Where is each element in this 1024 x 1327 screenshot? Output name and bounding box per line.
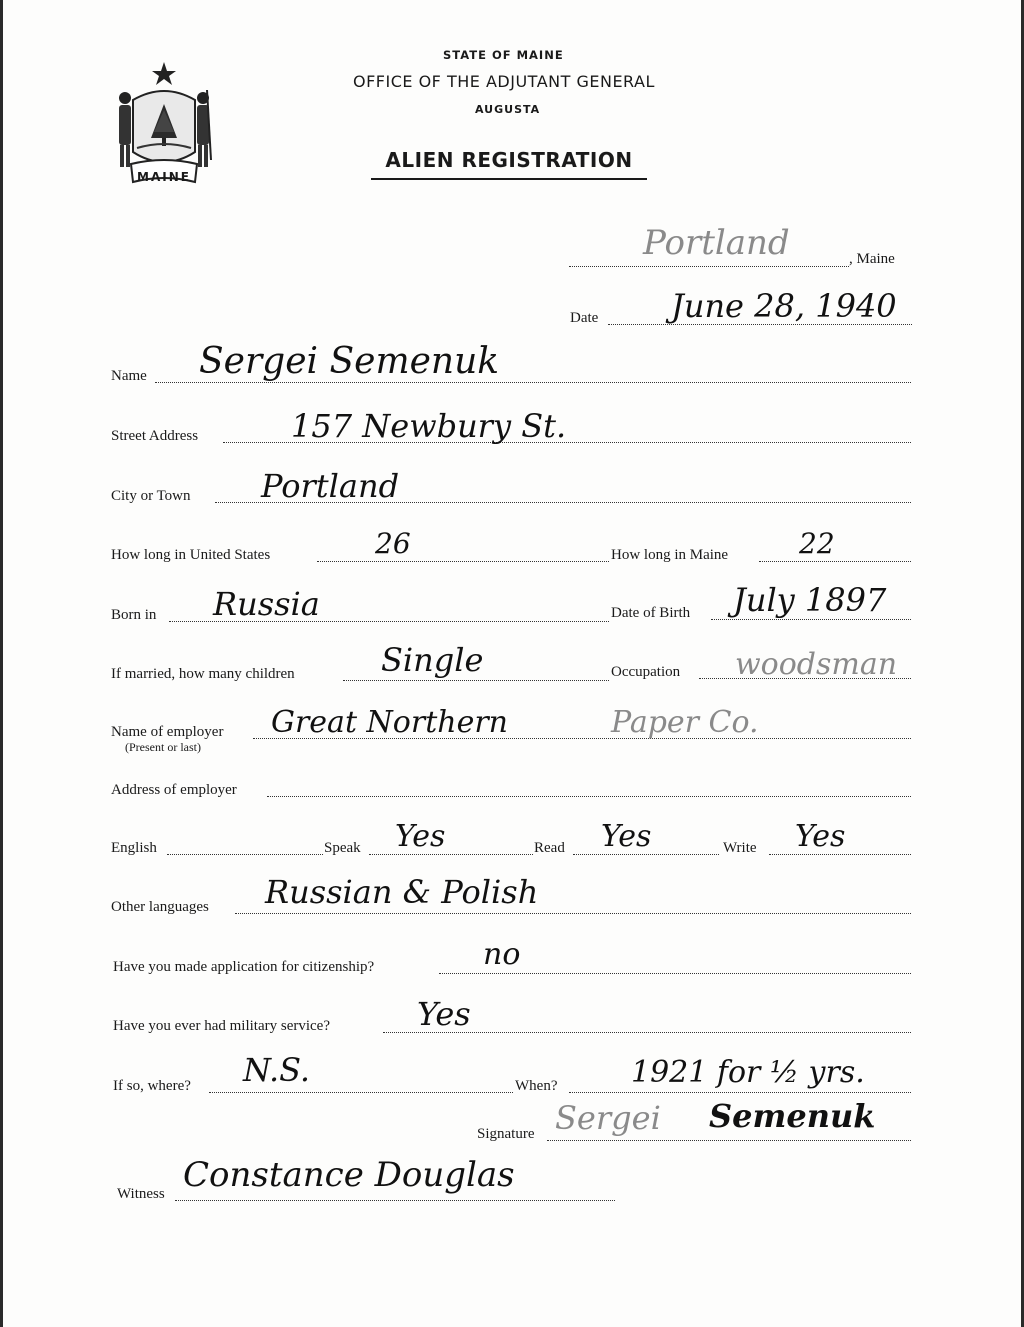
date-of-birth-value: July 1897 [733, 581, 887, 619]
employer-sublabel: (Present or last) [125, 740, 201, 754]
place-line [569, 266, 849, 267]
form-title: ALIEN REGISTRATION [371, 148, 647, 180]
when-line [569, 1092, 911, 1093]
signature-line [547, 1140, 911, 1141]
place-value: Portland [643, 223, 790, 263]
where-value: N.S. [243, 1051, 311, 1089]
witness-line [175, 1200, 615, 1201]
date-label: Date [570, 310, 599, 326]
signature-label: Signature [477, 1126, 535, 1142]
military-label: Have you ever had military service? [113, 1018, 330, 1034]
date-of-birth-label: Date of Birth [611, 605, 691, 621]
how-long-us-value: 26 [375, 527, 411, 560]
city-heading: AUGUSTA [475, 103, 541, 116]
how-long-maine-value: 22 [799, 527, 835, 560]
speak-line [369, 854, 533, 855]
street-address-value: 157 Newbury St. [291, 407, 567, 445]
how-long-maine-line [759, 561, 911, 562]
read-line [573, 854, 719, 855]
write-value: Yes [795, 819, 846, 854]
street-address-label: Street Address [111, 428, 199, 444]
date-value: June 28, 1940 [671, 287, 897, 325]
speak-label: Speak [324, 840, 361, 856]
other-languages-value: Russian & Polish [265, 873, 539, 911]
witness-label: Witness [117, 1186, 165, 1202]
where-line [209, 1092, 513, 1093]
military-value: Yes [417, 995, 471, 1033]
citizenship-label: Have you made application for citizenship? [113, 959, 375, 975]
signature-first-value: Sergei [555, 1099, 661, 1137]
read-label: Read [534, 840, 565, 856]
born-in-label: Born in [111, 607, 157, 623]
english-line [167, 854, 323, 855]
citizenship-line [439, 973, 911, 974]
signature-last-value: Semenuk [709, 1097, 876, 1135]
date-of-birth-line [711, 619, 911, 620]
occupation-value: woodsman [735, 647, 898, 682]
employer-label: Name of employer [111, 724, 224, 740]
children-line [343, 680, 609, 681]
employer-address-label: Address of employer [111, 782, 237, 798]
how-long-us-label: How long in United States [111, 547, 271, 563]
office-heading: OFFICE OF THE ADJUTANT GENERAL [353, 72, 655, 91]
english-label: English [111, 840, 157, 856]
state-heading: STATE OF MAINE [443, 48, 564, 62]
write-line [769, 854, 911, 855]
when-label: When? [515, 1078, 558, 1094]
read-value: Yes [601, 819, 652, 854]
occupation-label: Occupation [611, 664, 681, 680]
write-label: Write [723, 840, 757, 856]
witness-value: Constance Douglas [183, 1155, 515, 1195]
born-in-value: Russia [213, 585, 320, 623]
other-languages-line [235, 913, 911, 914]
name-value: Sergei Semenuk [199, 341, 500, 382]
children-value: Single [381, 641, 484, 679]
employer-address-line [267, 796, 911, 797]
city-value: Portland [261, 467, 400, 505]
speak-value: Yes [395, 819, 446, 854]
where-label: If so, where? [113, 1078, 191, 1094]
citizenship-value: no [483, 937, 521, 972]
state-suffix-label: , Maine [849, 251, 895, 267]
how-long-maine-label: How long in Maine [611, 547, 729, 563]
children-label: If married, how many children [111, 666, 295, 682]
other-languages-label: Other languages [111, 899, 209, 915]
city-label: City or Town [111, 488, 191, 504]
how-long-us-line [317, 561, 609, 562]
seal-banner-text: MAINE [137, 170, 191, 184]
when-value: 1921 for ½ yrs. [631, 1055, 865, 1090]
employer-value-part2: Paper Co. [611, 705, 759, 740]
name-line [155, 382, 911, 383]
name-label: Name [111, 368, 147, 384]
employer-value-part1: Great Northern [271, 705, 508, 740]
